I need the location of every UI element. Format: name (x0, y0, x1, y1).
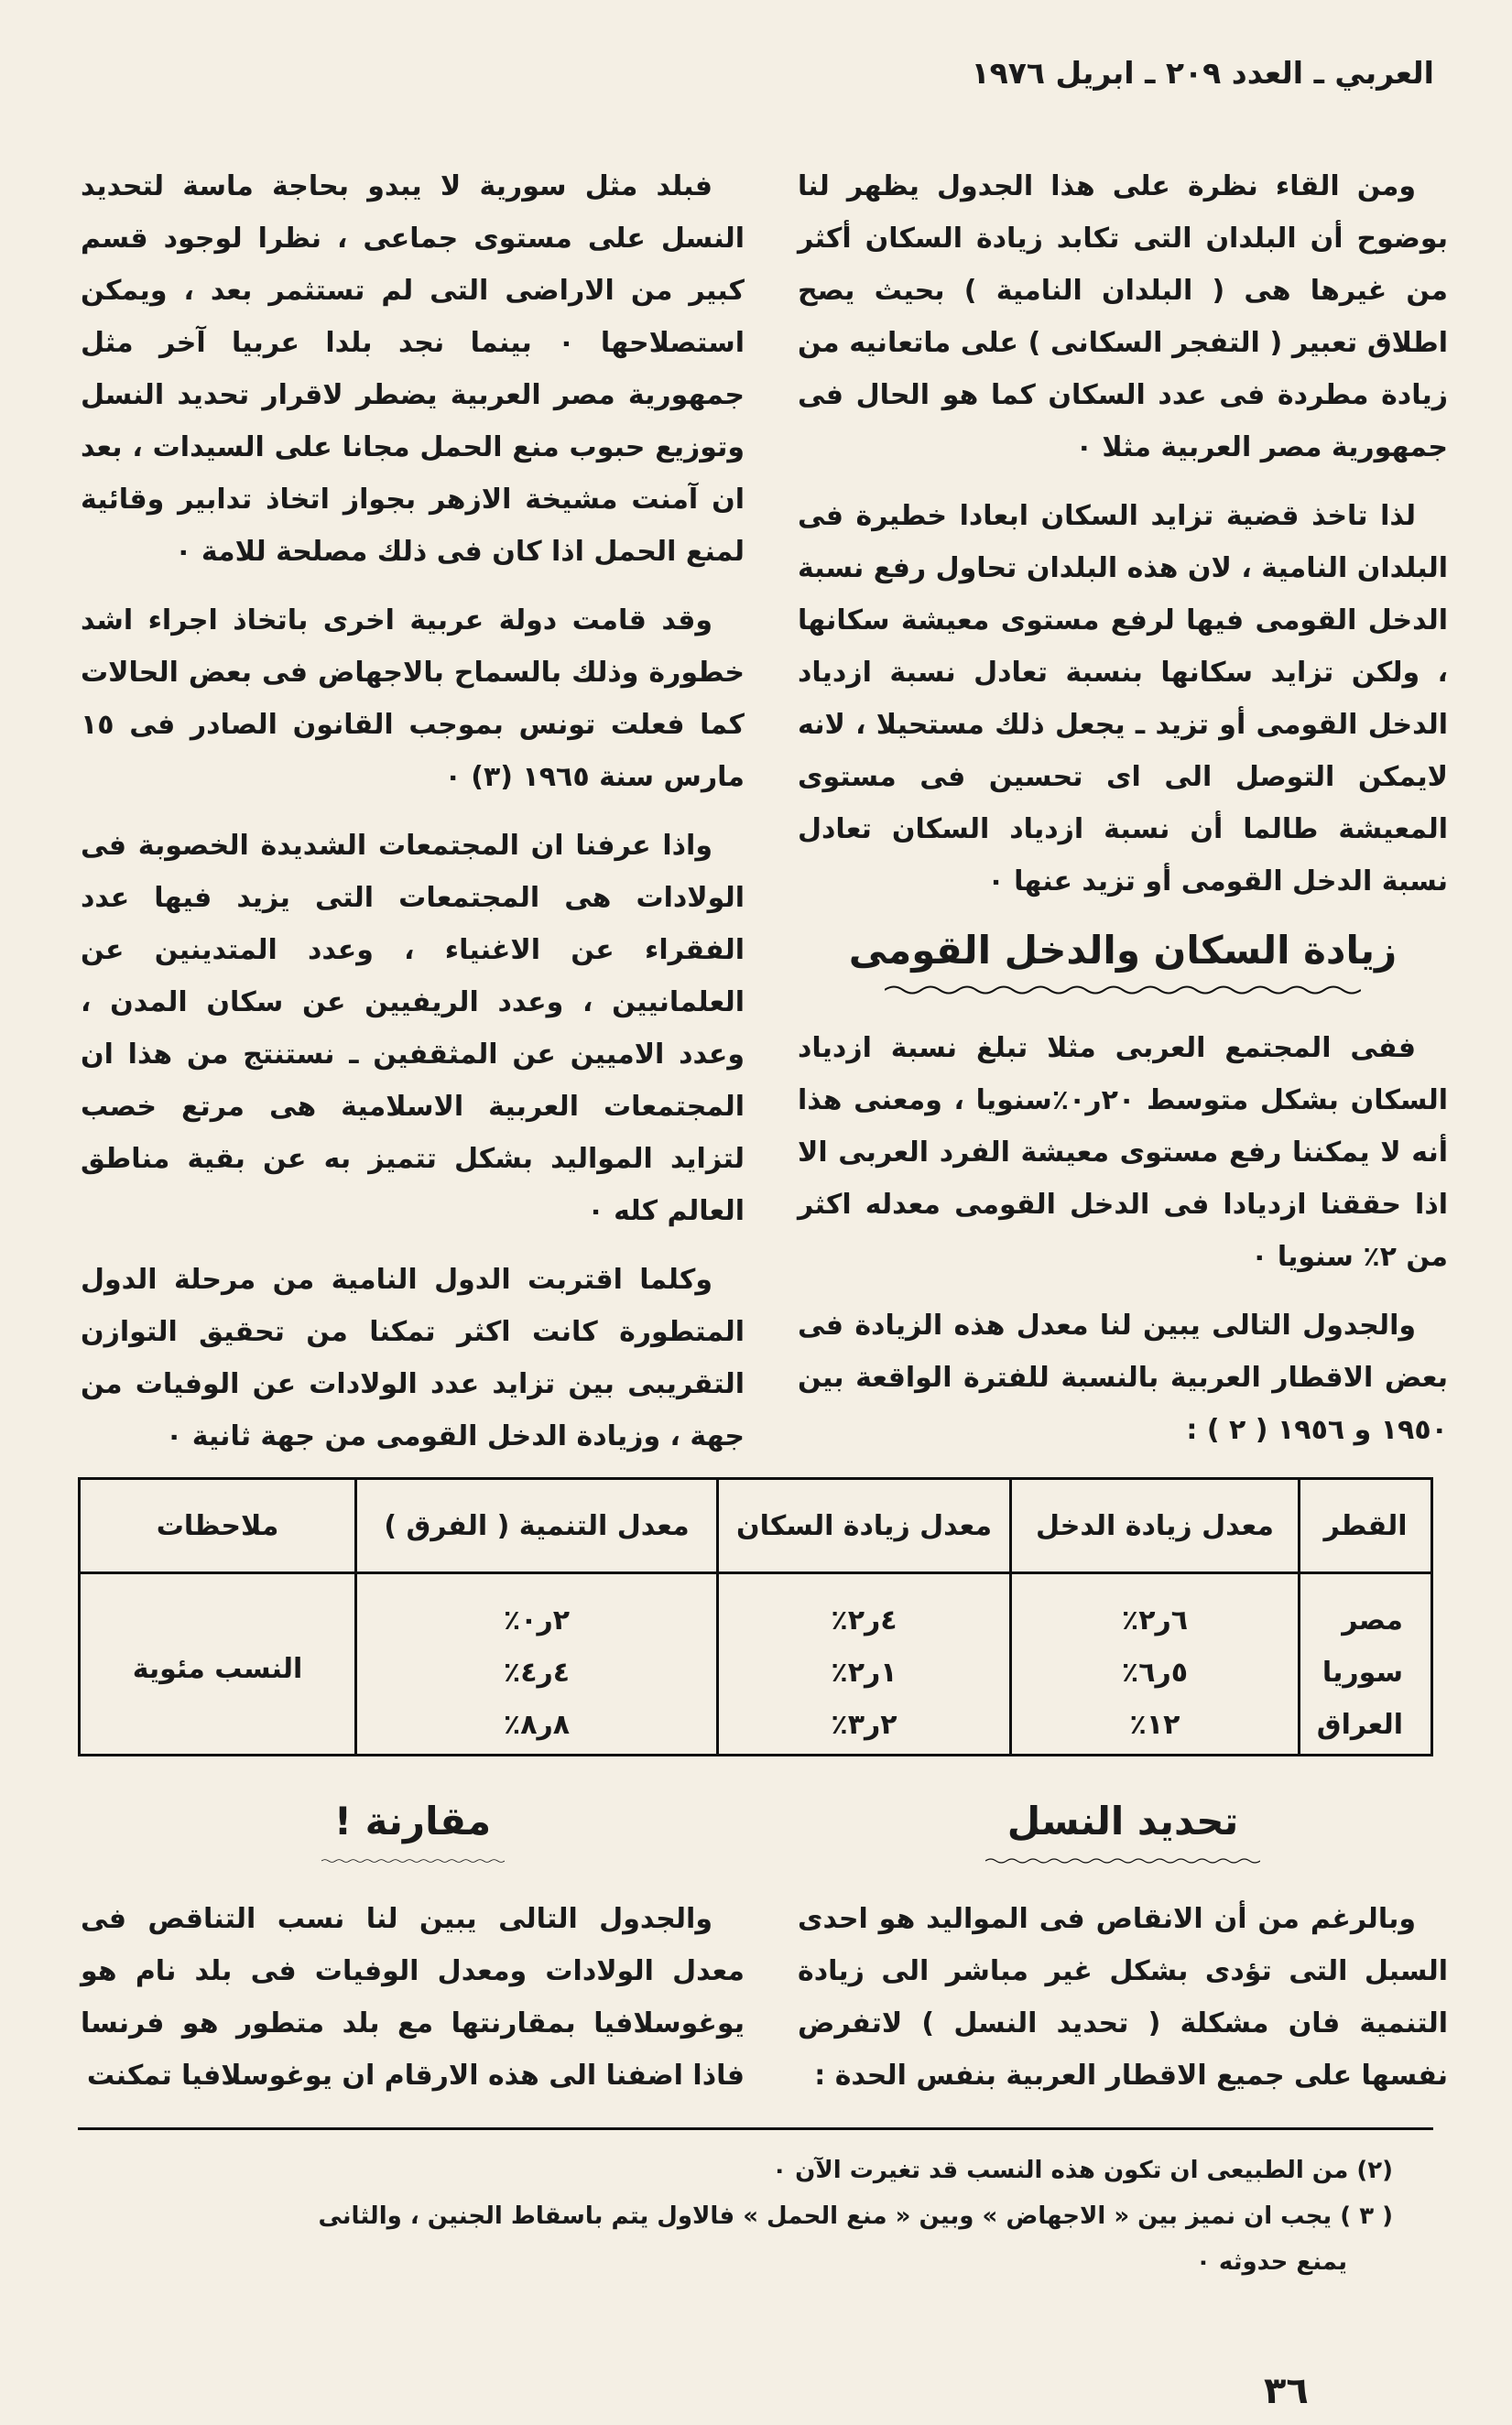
footnote-divider (78, 2127, 1433, 2130)
income-iraq: ١٢٪ (1129, 1709, 1180, 1741)
population-syria: ١ر٢٪ (831, 1657, 897, 1689)
country-iraq: العراق (1316, 1709, 1403, 1741)
footnotes (92, 2148, 1393, 2285)
development-syria: ٤ر٤٪ (503, 1657, 571, 1689)
footnote-3-continued: يمنع حدوثه ٠ (1196, 2248, 1347, 2276)
growth-rates-table (78, 1477, 1433, 1756)
right-column-bottom (798, 1795, 1448, 2118)
section-title-text: زيادة السكان والدخل القومى (848, 928, 1398, 973)
section-title (81, 1795, 745, 1867)
development-egypt: ٢ر٠٪ (503, 1604, 571, 1637)
table-header-row (80, 1479, 1432, 1573)
population-iraq: ٢ر٣٪ (831, 1709, 897, 1741)
paragraph: واذا عرفنا ان المجتمعات الشديدة الخصوبة فى الولادات هى المجتمعات التى يزيد فيها عدد الفقراء عن الاغنياء ، وعدد المتدينين عن العلمانيين ، وعدد الريفيين عن سكان المدن ، وعدد الاميين عن المثقفين ـ نستنتج من هذا ان المجتمعات العربية الاسلامية هى مرتع خصب لتزايد المواليد بشكل تتميز به عن بقية مناطق العالم كله ٠ (81, 830, 745, 1227)
column-header-notes: ملاحظات (80, 1479, 356, 1573)
column-header-population: معدل زيادة السكان (718, 1479, 1011, 1573)
left-column-top (81, 160, 745, 1479)
notes-cell: النسب مئوية (80, 1573, 356, 1756)
footnote-3: ( ٣ ) يجب ان نميز بين « الاجهاض » وبين « منع الحمل » فالاول يتم باسقاط الجنين ، والثانى (318, 2202, 1393, 2230)
column-header-development: معدل التنمية ( الفرق ) (356, 1479, 718, 1573)
decorative-underline (321, 1854, 505, 1867)
paragraph: والجدول التالى يبين لنا معدل هذه الزيادة فى بعض الاقطار العربية بالنسبة للفترة الواقعة بين ١٩٥٠ و ١٩٥٦ ( ٢ ) : (798, 1310, 1448, 1446)
column-header-country: القطر (1300, 1479, 1432, 1573)
table-row (80, 1573, 1432, 1756)
section-title-text: مقارنة ! (333, 1799, 492, 1843)
section-title (798, 1795, 1448, 1867)
decorative-underline (885, 984, 1361, 996)
income-syria: ٥ر٦٪ (1121, 1657, 1189, 1689)
paragraph: والجدول التالى يبين لنا نسب التناقص فى معدل الولادات ومعدل الوفيات فى بلد نام هو يوغوسلافيا بمقارنتها مع بلد متطور هو فرنسا فاذا اضفنا الى هذه الارقام ان يوغوسلافيا تمكنت (81, 1903, 745, 2092)
paragraph: فبلد مثل سورية لا يبدو بحاجة ماسة لتحديد النسل على مستوى جماعى ، نظرا لوجود قسم كبير من الاراضى التى لم تستثمر بعد ، ويمكن استصلاحها ٠ بينما نجد بلدا عربيا آخر مثل جمهورية مصر العربية يضطر لاقرار تحديد النسل وتوزيع حبوب منع الحمل مجانا على السيدات ، بعد ان آمنت مشيخة الازهر بجواز اتخاذ تدابير وقائية لمنع الحمل اذا كان فى ذلك مصلحة للامة ٠ (81, 170, 745, 568)
right-column-top (798, 160, 1448, 1473)
column-header-income: معدل زيادة الدخل (1011, 1479, 1300, 1573)
paragraph: وكلما اقتربت الدول النامية من مرحلة الدول المتطورة كانت اكثر تمكنا من تحقيق التوازن التقريبى بين تزايد عدد الولادات عن الوفيات من جهة ، وزيادة الدخل القومى من جهة ثانية ٠ (81, 1264, 745, 1452)
development-iraq: ٨ر٨٪ (503, 1709, 571, 1741)
paragraph: لذا تاخذ قضية تزايد السكان ابعادا خطيرة فى البلدان النامية ، لان هذه البلدان تحاول رفع نسبة الدخل القومى فيها لرفع مستوى معيشة سكانها ، ولكن تزايد سكانها بنسبة تعادل نسبة ازدياد الدخل القومى أو تزيد ـ يجعل ذلك مستحيلا ، لانه لايمكن التوصل الى اى تحسين فى مستوى المعيشة طالما أن نسبة ازدياد السكان تعادل نسبة الدخل القومى أو تزيد عنها ٠ (798, 500, 1448, 897)
section-title (798, 924, 1448, 996)
country-egypt: مصر (1342, 1604, 1403, 1637)
paragraph: وقد قامت دولة عربية اخرى باتخاذ اجراء اشد خطورة وذلك بالسماح بالاجهاض فى بعض الحالات كما فعلت تونس بموجب القانون الصادر فى ١٥ مارس سنة ١٩٦٥ (٣) ٠ (81, 604, 745, 793)
footnote-2: (٢) من الطبيعى ان تكون هذه النسب قد تغيرت الآن ٠ (772, 2157, 1393, 2184)
paragraph: ففى المجتمع العربى مثلا تبلغ نسبة ازدياد السكان بشكل متوسط ٢٠ر٠٪سنويا ، ومعنى هذا أنه لا يمكننا رفع مستوى معيشة الفرد العربى الا اذا حققنا ازديادا فى الدخل القومى معدله اكثر من ٢٪ سنويا ٠ (798, 1032, 1449, 1273)
country-cell (1300, 1573, 1432, 1756)
page-header: العربي ـ العدد ٢٠٩ ـ ابريل ١٩٧٦ (971, 55, 1434, 91)
country-syria: سوريا (1322, 1657, 1403, 1689)
population-cell (718, 1573, 1011, 1756)
decorative-underline (985, 1854, 1260, 1867)
income-cell (1011, 1573, 1300, 1756)
paragraph: وبالرغم من أن الانقاص فى المواليد هو احدى السبل التى تؤدى بشكل غير مباشر الى زيادة التنمية فان مشكلة ( تحديد النسل ) لاتفرض نفسها على جميع الاقطار العربية بنفس الحدة : (798, 1903, 1448, 2092)
population-egypt: ٤ر٢٪ (831, 1604, 897, 1637)
left-column-bottom (81, 1795, 745, 2118)
development-cell (356, 1573, 718, 1756)
page-number: ٣٦ (1264, 2370, 1309, 2412)
paragraph: ومن القاء نظرة على هذا الجدول يظهر لنا بوضوح أن البلدان التى تكابد زيادة السكان أكثر من غيرها هى ( البلدان النامية ) بحيث يصح اطلاق تعبير ( التفجر السكانى ) على ماتعانيه من زيادة مطردة فى عدد السكان كما هو الحال فى جمهورية مصر العربية مثلا ٠ (798, 170, 1448, 463)
income-egypt: ٦ر٢٪ (1121, 1604, 1189, 1637)
section-title-text: تحديد النسل (1006, 1799, 1239, 1843)
